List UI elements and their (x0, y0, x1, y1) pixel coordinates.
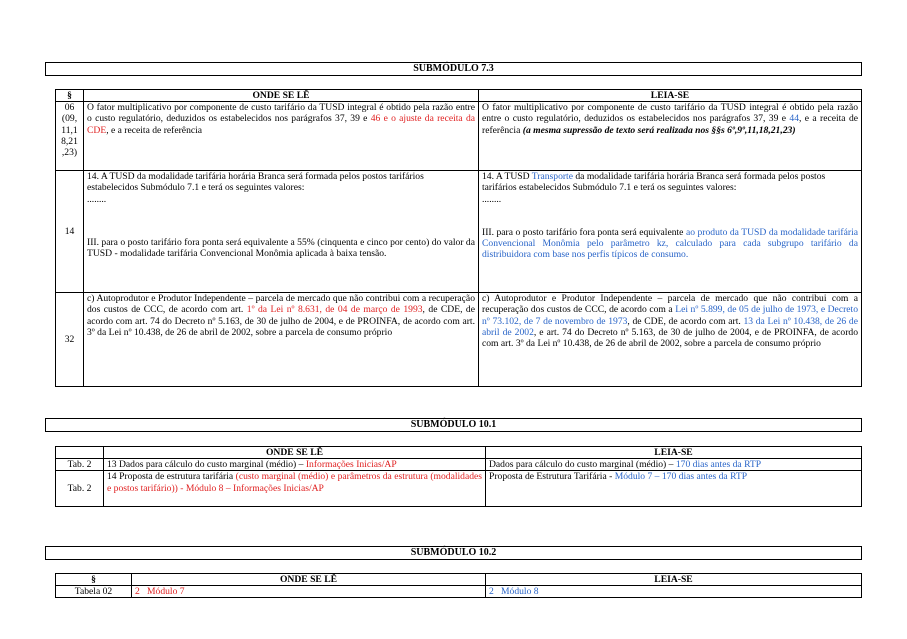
text-segment: , e a receita de referência (106, 124, 203, 136)
section-number: 14 (56, 171, 84, 293)
submodule-7-3-title: SUBMÓDULO 7.3 (45, 62, 862, 76)
text-segment: , e art. 74 do Decreto nº 5.163, de 30 de julho de 2004, e de PROINFA, de acordo com art. 3º da Lei nº 10.438, de 26 de abril de 2002, sobre a parcela de consumo próprio (482, 326, 859, 350)
leia-text (479, 102, 862, 171)
leia-se-header: LEIA-SE (486, 574, 862, 586)
table-row (56, 459, 862, 471)
section-line: 06 (64, 102, 75, 114)
submodule-7-3-table (55, 89, 862, 387)
added-text: 170 dias antes da RTP (675, 459, 762, 471)
text-paragraph (482, 227, 858, 261)
section-number: 32 (56, 293, 84, 387)
leia-text (479, 171, 862, 293)
text-segment: Proposta de Estrutura Tarifária - (489, 471, 615, 483)
leia-text (479, 293, 862, 387)
onde-text (104, 459, 486, 471)
section-number: Tab. 2 (56, 459, 104, 471)
text-segment: da modalidade tarifária horária Branca será formada pelos postos tarifários estabelecidos Submódulo 7.1 e terá os seguintes valores: (482, 171, 826, 194)
onde-text (84, 293, 479, 387)
onde-text: 2 Módulo 7 (132, 586, 486, 598)
text-segment: 14. A TUSD (482, 171, 532, 183)
section-number: Tabela 02 (56, 586, 132, 598)
removed-text: 46 e o ajuste da receita da CDE (87, 113, 475, 136)
text-segment: O fator multiplicativo por componente de custo tarifário da TUSD integral é obtido pela razão entre o custo regulatório, deduzidos os estabelecidos nos parágrafos 37, 39 e (87, 102, 475, 125)
submodule-10-1-table (55, 446, 862, 507)
removed-text: Informações Inicias/AP (305, 459, 397, 471)
table-row (56, 471, 862, 507)
section-number (56, 102, 84, 171)
section-header: § (56, 574, 132, 586)
text-segment: c) Autoprodutor e Produtor Independente – parcela de mercado que não contribui com a recuperação dos custos de CCC, de acordo com art. (87, 293, 475, 316)
text-segment: 14 Proposta de estrutura tarifária (107, 471, 236, 483)
table-row (56, 102, 862, 171)
text-segment: III. para o posto tarifário fora ponta será equivalente a 55% (cinquenta e cinco por cento) do valor da TUSD - modalidade tarifária Convencional Monômia aplicada à baixa tensão. (87, 236, 475, 260)
section-line: ,23) (61, 147, 78, 159)
onde-se-le-header: ONDE SE LÊ (104, 447, 486, 459)
text-segment: 14. A TUSD da modalidade tarifária horária Branca será formada pelos postos tarifários estabelecidos Submódulo 7.1 e terá os seguintes valores: (87, 171, 424, 194)
leia-se-header: LEIA-SE (479, 90, 862, 102)
submodule-10-1-title: SUBMÓDULO 10.1 (45, 418, 862, 432)
added-text: Transporte (531, 171, 573, 183)
section-header (56, 447, 104, 459)
section-line: (09, (61, 113, 78, 125)
text-segment: c) Autoprodutor e Produtor Independente – parcela de mercado que não contribui com a recuperação dos custos de CCC, de acordo com a (482, 293, 858, 316)
text-segment: , e a receita de referência (482, 113, 858, 136)
ellipsis: ........ (482, 193, 502, 205)
added-text: 13 da Lei nº 10.438, de 26 de abril de 2002 (482, 315, 858, 338)
leia-se-header: LEIA-SE (486, 447, 862, 459)
table-row (56, 293, 862, 387)
onde-text (84, 171, 479, 293)
table-row (56, 586, 862, 598)
leia-text (486, 459, 862, 471)
onde-text (104, 471, 486, 507)
added-text: Módulo 7 – 170 dias antes da RTP (614, 471, 748, 483)
text-segment: III. para o posto tarifário fora ponta será equivalente (482, 226, 686, 238)
text-segment: , de CDE, de acordo com art. 74 do Decreto nº 5.163, de 30 de julho de 2004, e de PROINFA, de acordo com art. 3º da Lei nº 10.438, de 26 de abril de 2002, sobre a parcela de consumo próprio (87, 304, 475, 338)
text-segment: O fator multiplicativo por componente de custo tarifário da TUSD integral é obtido pela razão entre o custo regulatório, deduzidos os estabelecidos nos parágrafos 37, 39 e (482, 102, 858, 125)
onde-text (84, 102, 479, 171)
ellipsis: ........ (87, 193, 107, 205)
submodule-10-2-title: SUBMÓDULO 10.2 (45, 546, 862, 560)
added-text: ao produto da TUSD da modalidade tarifária Convencional Monômia pelo parâmetro kz, calculado para cada subgrupo tarifário da distribuidora com base nos perfis típicos de consumo. (482, 226, 858, 261)
onde-se-le-header: ONDE SE LÊ (84, 90, 479, 102)
submodule-10-2-table (55, 573, 862, 598)
section-line: 8,21 (61, 135, 78, 147)
text-segment: 13 Dados para cálculo do custo marginal (médio) – (107, 459, 306, 471)
text-segment: , de CDE, de acordo com art. (627, 315, 744, 327)
removed-text: (custo marginal (médio) e parâmetros da estrutura (modalidades e postos tarifário)) - Módulo 8 – Informações Inicias/AP (107, 471, 482, 494)
text-segment: Dados para cálculo do custo marginal (médio) – (489, 459, 676, 471)
section-header: § (56, 90, 84, 102)
removed-text: 1º da Lei nº 8.631, de 04 de março de 1993 (246, 304, 423, 316)
leia-text: 2 Módulo 8 (486, 586, 862, 598)
onde-se-le-header: ONDE SE LÊ (132, 574, 486, 586)
table-row (56, 171, 862, 293)
added-text: 44 (789, 113, 799, 125)
section-number: Tab. 2 (56, 471, 104, 507)
added-text: Lei nº 5.899, de 05 de julho de 1973, e Decreto nº 73.102, de 7 de novembro de 1973 (482, 304, 858, 327)
editor-note: (a mesma supressão de texto será realizada nos §§s 6º,9º,11,18,21,23) (522, 124, 796, 136)
section-line: 11,1 (61, 124, 78, 136)
leia-text (486, 471, 862, 507)
